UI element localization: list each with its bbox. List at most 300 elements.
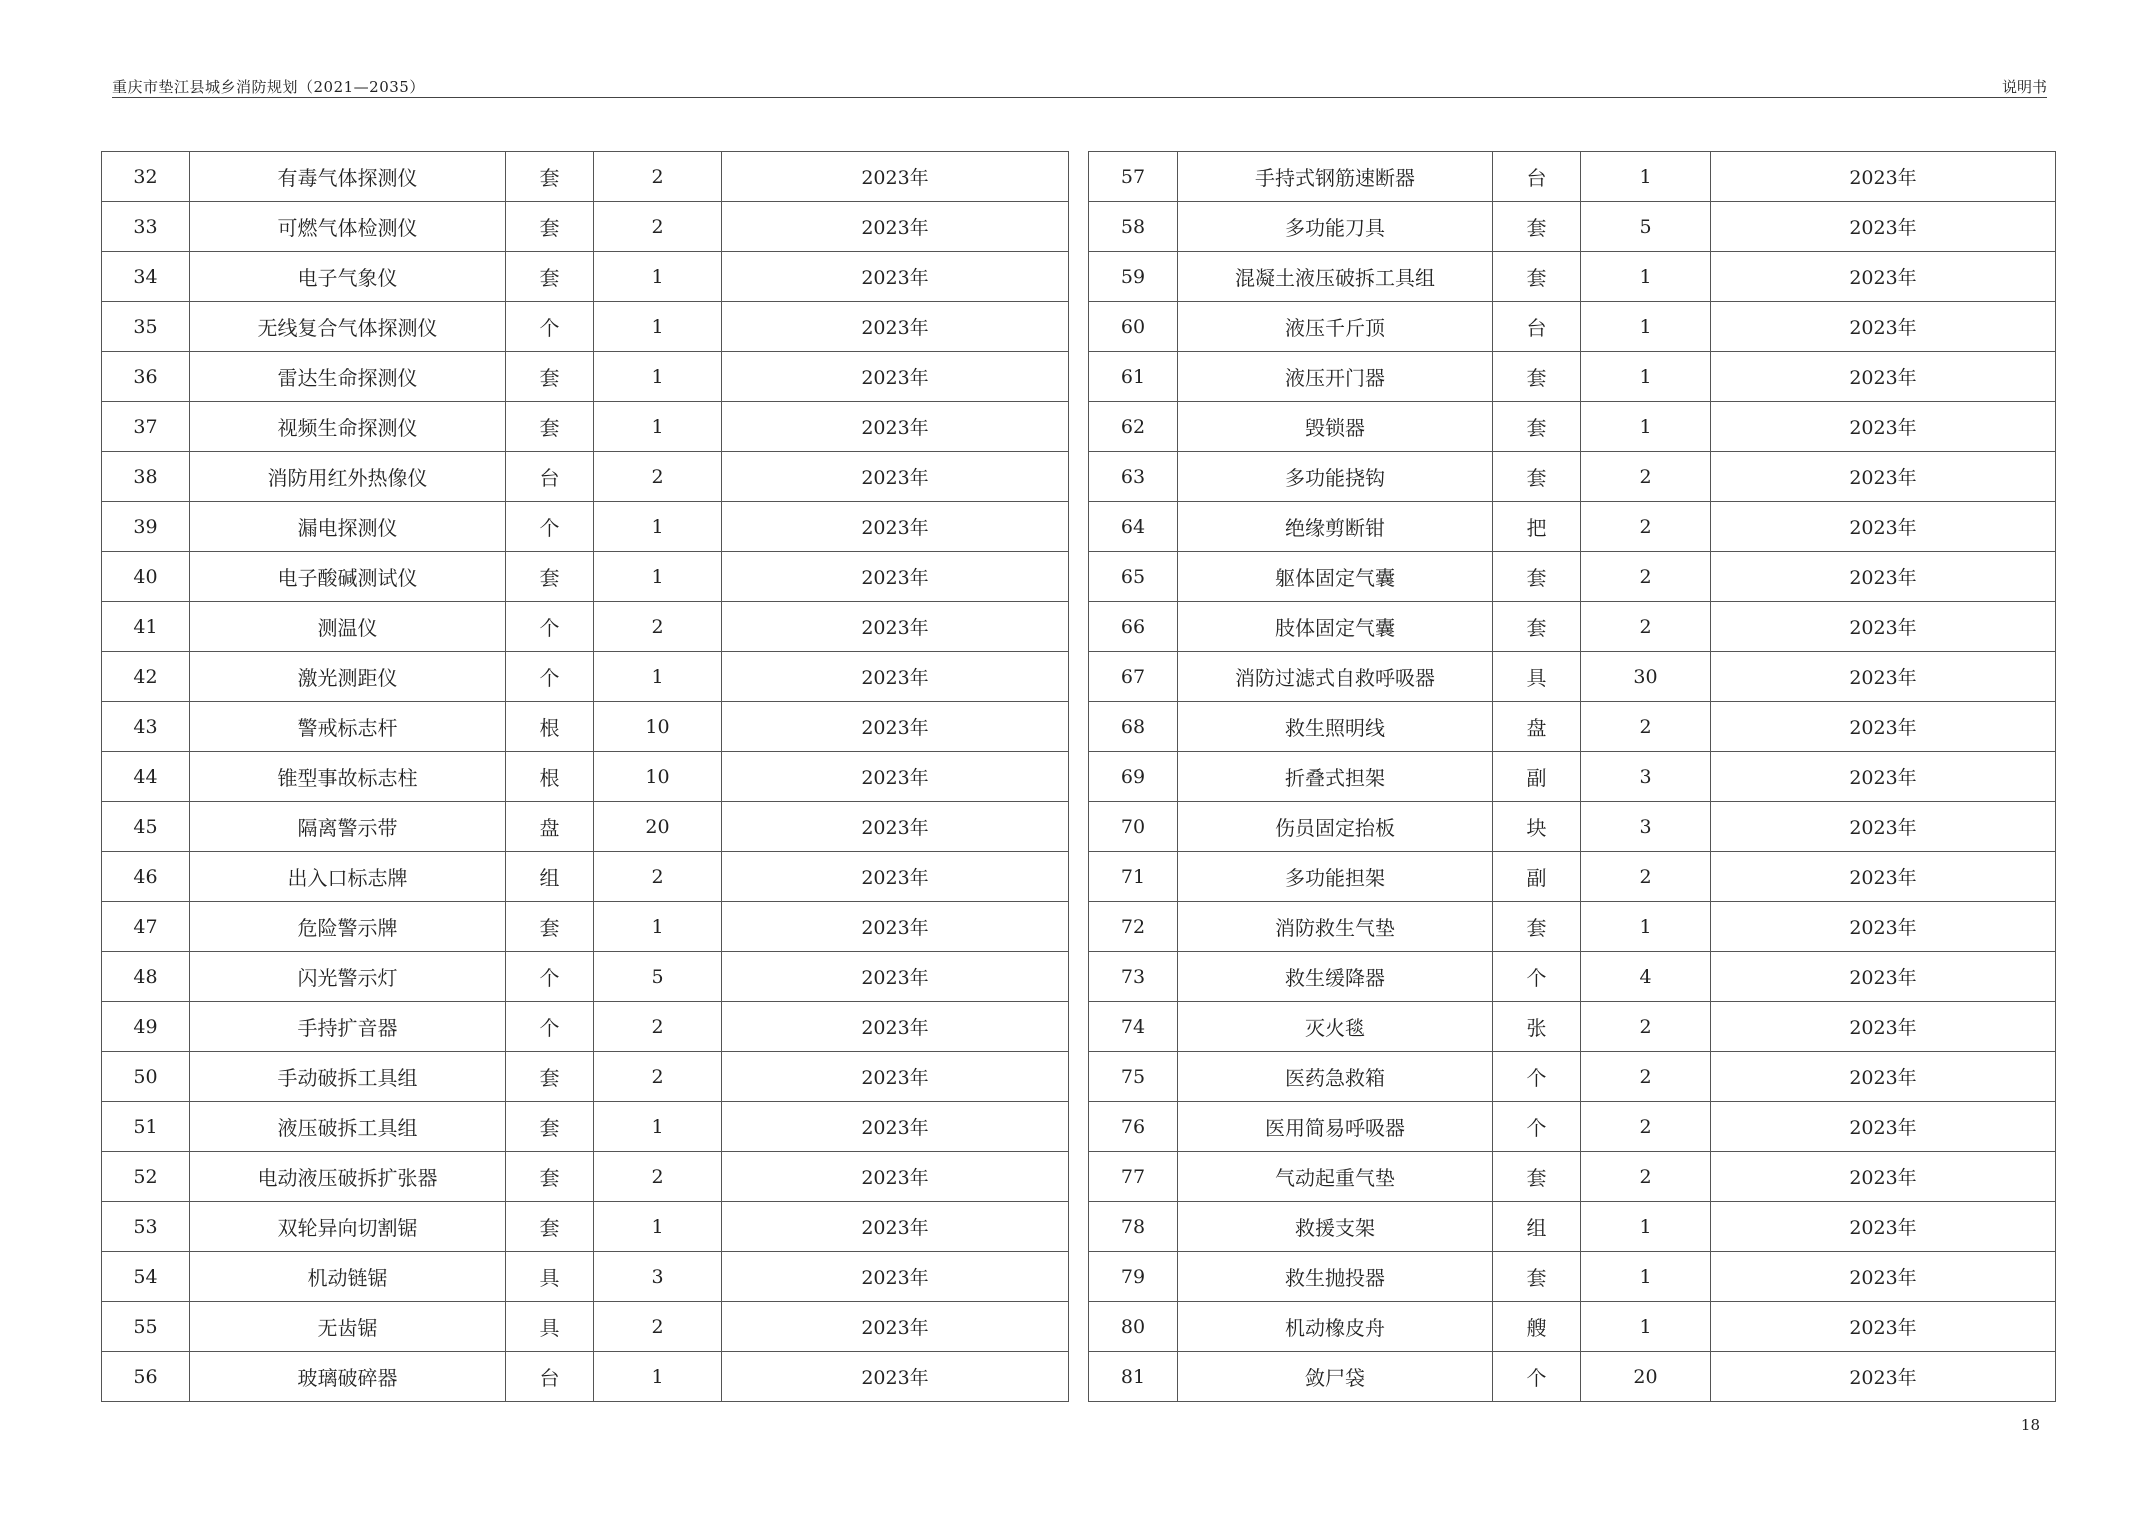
table-row (1089, 152, 2056, 202)
quantity-cell: 10 (594, 702, 722, 752)
page-header (112, 76, 2047, 98)
item-number-cell: 72 (1089, 902, 1178, 952)
year-cell: 2023年 (1711, 802, 2056, 852)
item-number-cell: 63 (1089, 452, 1178, 502)
quantity-cell: 2 (1581, 1002, 1711, 1052)
quantity-cell: 5 (1581, 202, 1711, 252)
item-number-cell: 73 (1089, 952, 1178, 1002)
item-number-cell: 40 (102, 552, 190, 602)
page-number: 18 (2020, 1416, 2040, 1434)
unit-cell: 根 (506, 752, 594, 802)
equipment-name-cell: 玻璃破碎器 (190, 1352, 506, 1402)
item-number-cell: 64 (1089, 502, 1178, 552)
table-row (1089, 202, 2056, 252)
year-cell: 2023年 (1711, 1302, 2056, 1352)
item-number-cell: 69 (1089, 752, 1178, 802)
item-number-cell: 68 (1089, 702, 1178, 752)
unit-cell: 盘 (1493, 702, 1581, 752)
equipment-name-cell: 出入口标志牌 (190, 852, 506, 902)
table-row (102, 1102, 1069, 1152)
unit-cell: 套 (506, 202, 594, 252)
equipment-table-right-body (1089, 152, 2056, 1402)
year-cell: 2023年 (1711, 302, 2056, 352)
unit-cell: 套 (1493, 202, 1581, 252)
year-cell: 2023年 (722, 452, 1069, 502)
equipment-table-left (101, 151, 1069, 1402)
equipment-name-cell: 消防过滤式自救呼吸器 (1178, 652, 1493, 702)
quantity-cell: 2 (1581, 452, 1711, 502)
unit-cell: 组 (1493, 1202, 1581, 1252)
year-cell: 2023年 (1711, 152, 2056, 202)
table-row (102, 1252, 1069, 1302)
quantity-cell: 2 (1581, 1102, 1711, 1152)
item-number-cell: 36 (102, 352, 190, 402)
item-number-cell: 52 (102, 1152, 190, 1202)
quantity-cell: 10 (594, 752, 722, 802)
unit-cell: 套 (1493, 252, 1581, 302)
quantity-cell: 2 (594, 452, 722, 502)
year-cell: 2023年 (1711, 502, 2056, 552)
table-row (1089, 702, 2056, 752)
item-number-cell: 77 (1089, 1152, 1178, 1202)
item-number-cell: 70 (1089, 802, 1178, 852)
unit-cell: 个 (506, 302, 594, 352)
table-row (102, 502, 1069, 552)
equipment-name-cell: 多功能刀具 (1178, 202, 1493, 252)
unit-cell: 套 (506, 1202, 594, 1252)
unit-cell: 套 (1493, 452, 1581, 502)
table-row (102, 1052, 1069, 1102)
year-cell: 2023年 (1711, 552, 2056, 602)
quantity-cell: 4 (1581, 952, 1711, 1002)
quantity-cell: 1 (594, 902, 722, 952)
unit-cell: 个 (506, 952, 594, 1002)
year-cell: 2023年 (722, 1302, 1069, 1352)
year-cell: 2023年 (722, 1052, 1069, 1102)
equipment-name-cell: 气动起重气垫 (1178, 1152, 1493, 1202)
equipment-name-cell: 毁锁器 (1178, 402, 1493, 452)
equipment-name-cell: 无线复合气体探测仪 (190, 302, 506, 352)
year-cell: 2023年 (1711, 952, 2056, 1002)
unit-cell: 个 (506, 652, 594, 702)
table-row (1089, 402, 2056, 452)
quantity-cell: 1 (1581, 902, 1711, 952)
table-row (102, 302, 1069, 352)
item-number-cell: 47 (102, 902, 190, 952)
year-cell: 2023年 (722, 202, 1069, 252)
equipment-name-cell: 电子酸碱测试仪 (190, 552, 506, 602)
year-cell: 2023年 (722, 552, 1069, 602)
equipment-name-cell: 手持式钢筋速断器 (1178, 152, 1493, 202)
table-row (1089, 802, 2056, 852)
table-row (102, 852, 1069, 902)
equipment-name-cell: 救生抛投器 (1178, 1252, 1493, 1302)
item-number-cell: 39 (102, 502, 190, 552)
quantity-cell: 2 (1581, 552, 1711, 602)
table-row (1089, 952, 2056, 1002)
year-cell: 2023年 (722, 302, 1069, 352)
unit-cell: 套 (506, 152, 594, 202)
quantity-cell: 2 (594, 152, 722, 202)
unit-cell: 套 (1493, 602, 1581, 652)
quantity-cell: 1 (594, 1202, 722, 1252)
year-cell: 2023年 (1711, 752, 2056, 802)
item-number-cell: 78 (1089, 1202, 1178, 1252)
equipment-name-cell: 敛尸袋 (1178, 1352, 1493, 1402)
quantity-cell: 2 (1581, 1152, 1711, 1202)
unit-cell: 套 (506, 1102, 594, 1152)
table-row (102, 1152, 1069, 1202)
equipment-name-cell: 液压开门器 (1178, 352, 1493, 402)
unit-cell: 盘 (506, 802, 594, 852)
table-row (102, 452, 1069, 502)
item-number-cell: 62 (1089, 402, 1178, 452)
quantity-cell: 2 (1581, 852, 1711, 902)
unit-cell: 套 (1493, 552, 1581, 602)
equipment-name-cell: 灭火毯 (1178, 1002, 1493, 1052)
unit-cell: 根 (506, 702, 594, 752)
quantity-cell: 2 (594, 852, 722, 902)
item-number-cell: 80 (1089, 1302, 1178, 1352)
equipment-table-left-body (102, 152, 1069, 1402)
quantity-cell: 30 (1581, 652, 1711, 702)
year-cell: 2023年 (722, 752, 1069, 802)
equipment-name-cell: 绝缘剪断钳 (1178, 502, 1493, 552)
equipment-name-cell: 雷达生命探测仪 (190, 352, 506, 402)
quantity-cell: 1 (1581, 402, 1711, 452)
equipment-name-cell: 消防用红外热像仪 (190, 452, 506, 502)
equipment-name-cell: 液压破拆工具组 (190, 1102, 506, 1152)
table-row (102, 152, 1069, 202)
item-number-cell: 34 (102, 252, 190, 302)
equipment-name-cell: 机动链锯 (190, 1252, 506, 1302)
unit-cell: 把 (1493, 502, 1581, 552)
item-number-cell: 55 (102, 1302, 190, 1352)
equipment-name-cell: 肢体固定气囊 (1178, 602, 1493, 652)
table-row (1089, 1302, 2056, 1352)
table-row (1089, 1352, 2056, 1402)
equipment-name-cell: 有毒气体探测仪 (190, 152, 506, 202)
quantity-cell: 1 (1581, 252, 1711, 302)
unit-cell: 组 (506, 852, 594, 902)
item-number-cell: 65 (1089, 552, 1178, 602)
quantity-cell: 1 (594, 502, 722, 552)
table-row (1089, 502, 2056, 552)
document-title: 重庆市垫江县城乡消防规划（2021—2035） (112, 78, 425, 96)
item-number-cell: 33 (102, 202, 190, 252)
year-cell: 2023年 (1711, 202, 2056, 252)
unit-cell: 套 (1493, 902, 1581, 952)
unit-cell: 套 (506, 402, 594, 452)
equipment-name-cell: 隔离警示带 (190, 802, 506, 852)
unit-cell: 具 (1493, 652, 1581, 702)
equipment-name-cell: 消防救生气垫 (1178, 902, 1493, 952)
equipment-name-cell: 混凝土液压破拆工具组 (1178, 252, 1493, 302)
equipment-name-cell: 电子气象仪 (190, 252, 506, 302)
quantity-cell: 1 (594, 352, 722, 402)
quantity-cell: 3 (594, 1252, 722, 1302)
year-cell: 2023年 (722, 1252, 1069, 1302)
quantity-cell: 3 (1581, 752, 1711, 802)
equipment-name-cell: 多功能挠钩 (1178, 452, 1493, 502)
unit-cell: 个 (506, 502, 594, 552)
item-number-cell: 45 (102, 802, 190, 852)
equipment-name-cell: 电动液压破拆扩张器 (190, 1152, 506, 1202)
unit-cell: 套 (1493, 1252, 1581, 1302)
table-row (1089, 352, 2056, 402)
item-number-cell: 41 (102, 602, 190, 652)
quantity-cell: 2 (594, 1302, 722, 1352)
quantity-cell: 2 (1581, 502, 1711, 552)
table-row (102, 602, 1069, 652)
year-cell: 2023年 (722, 152, 1069, 202)
table-row (102, 202, 1069, 252)
year-cell: 2023年 (722, 902, 1069, 952)
equipment-name-cell: 无齿锯 (190, 1302, 506, 1352)
equipment-name-cell: 医用简易呼吸器 (1178, 1102, 1493, 1152)
item-number-cell: 57 (1089, 152, 1178, 202)
table-row (102, 252, 1069, 302)
quantity-cell: 5 (594, 952, 722, 1002)
unit-cell: 个 (1493, 1102, 1581, 1152)
table-row (102, 902, 1069, 952)
year-cell: 2023年 (722, 1002, 1069, 1052)
equipment-name-cell: 双轮异向切割锯 (190, 1202, 506, 1252)
item-number-cell: 48 (102, 952, 190, 1002)
unit-cell: 套 (1493, 352, 1581, 402)
table-row (1089, 1052, 2056, 1102)
equipment-name-cell: 救生照明线 (1178, 702, 1493, 752)
unit-cell: 具 (506, 1252, 594, 1302)
item-number-cell: 38 (102, 452, 190, 502)
equipment-name-cell: 危险警示牌 (190, 902, 506, 952)
year-cell: 2023年 (722, 502, 1069, 552)
item-number-cell: 76 (1089, 1102, 1178, 1152)
item-number-cell: 54 (102, 1252, 190, 1302)
table-row (102, 702, 1069, 752)
year-cell: 2023年 (722, 952, 1069, 1002)
quantity-cell: 1 (594, 652, 722, 702)
item-number-cell: 46 (102, 852, 190, 902)
item-number-cell: 43 (102, 702, 190, 752)
year-cell: 2023年 (1711, 652, 2056, 702)
item-number-cell: 60 (1089, 302, 1178, 352)
year-cell: 2023年 (722, 852, 1069, 902)
quantity-cell: 1 (594, 402, 722, 452)
year-cell: 2023年 (1711, 402, 2056, 452)
unit-cell: 艘 (1493, 1302, 1581, 1352)
year-cell: 2023年 (1711, 902, 2056, 952)
item-number-cell: 42 (102, 652, 190, 702)
table-row (102, 1352, 1069, 1402)
quantity-cell: 1 (594, 1102, 722, 1152)
quantity-cell: 2 (594, 202, 722, 252)
year-cell: 2023年 (722, 1202, 1069, 1252)
unit-cell: 个 (1493, 952, 1581, 1002)
unit-cell: 套 (506, 1052, 594, 1102)
item-number-cell: 67 (1089, 652, 1178, 702)
quantity-cell: 1 (594, 1352, 722, 1402)
table-row (102, 952, 1069, 1002)
year-cell: 2023年 (1711, 852, 2056, 902)
year-cell: 2023年 (1711, 252, 2056, 302)
unit-cell: 套 (506, 352, 594, 402)
quantity-cell: 3 (1581, 802, 1711, 852)
unit-cell: 个 (506, 1002, 594, 1052)
table-row (1089, 1202, 2056, 1252)
year-cell: 2023年 (1711, 1152, 2056, 1202)
quantity-cell: 1 (594, 552, 722, 602)
equipment-name-cell: 警戒标志杆 (190, 702, 506, 752)
equipment-name-cell: 躯体固定气囊 (1178, 552, 1493, 602)
equipment-name-cell: 液压千斤顶 (1178, 302, 1493, 352)
unit-cell: 台 (506, 1352, 594, 1402)
table-row (1089, 302, 2056, 352)
year-cell: 2023年 (1711, 352, 2056, 402)
table-row (102, 1002, 1069, 1052)
item-number-cell: 49 (102, 1002, 190, 1052)
equipment-name-cell: 漏电探测仪 (190, 502, 506, 552)
item-number-cell: 50 (102, 1052, 190, 1102)
table-row (102, 802, 1069, 852)
year-cell: 2023年 (722, 602, 1069, 652)
year-cell: 2023年 (1711, 702, 2056, 752)
item-number-cell: 37 (102, 402, 190, 452)
unit-cell: 个 (1493, 1352, 1581, 1402)
unit-cell: 张 (1493, 1002, 1581, 1052)
unit-cell: 台 (1493, 302, 1581, 352)
equipment-name-cell: 锥型事故标志柱 (190, 752, 506, 802)
unit-cell: 个 (1493, 1052, 1581, 1102)
equipment-name-cell: 救生缓降器 (1178, 952, 1493, 1002)
table-row (102, 352, 1069, 402)
unit-cell: 台 (1493, 152, 1581, 202)
quantity-cell: 1 (594, 302, 722, 352)
year-cell: 2023年 (722, 802, 1069, 852)
equipment-name-cell: 伤员固定抬板 (1178, 802, 1493, 852)
equipment-name-cell: 激光测距仪 (190, 652, 506, 702)
unit-cell: 套 (506, 552, 594, 602)
quantity-cell: 2 (594, 602, 722, 652)
item-number-cell: 79 (1089, 1252, 1178, 1302)
section-label: 说明书 (2001, 78, 2047, 96)
table-row (1089, 752, 2056, 802)
year-cell: 2023年 (1711, 1202, 2056, 1252)
equipment-name-cell: 手动破拆工具组 (190, 1052, 506, 1102)
equipment-name-cell: 机动橡皮舟 (1178, 1302, 1493, 1352)
table-row (1089, 902, 2056, 952)
year-cell: 2023年 (722, 652, 1069, 702)
table-row (102, 402, 1069, 452)
unit-cell: 套 (1493, 402, 1581, 452)
table-row (102, 752, 1069, 802)
item-number-cell: 35 (102, 302, 190, 352)
year-cell: 2023年 (722, 402, 1069, 452)
quantity-cell: 2 (594, 1052, 722, 1102)
equipment-name-cell: 多功能担架 (1178, 852, 1493, 902)
item-number-cell: 66 (1089, 602, 1178, 652)
item-number-cell: 53 (102, 1202, 190, 1252)
year-cell: 2023年 (722, 702, 1069, 752)
table-row (1089, 652, 2056, 702)
table-row (1089, 1102, 2056, 1152)
quantity-cell: 1 (1581, 1202, 1711, 1252)
header-divider (112, 97, 2047, 98)
quantity-cell: 1 (1581, 302, 1711, 352)
quantity-cell: 2 (594, 1152, 722, 1202)
item-number-cell: 75 (1089, 1052, 1178, 1102)
item-number-cell: 56 (102, 1352, 190, 1402)
equipment-name-cell: 闪光警示灯 (190, 952, 506, 1002)
item-number-cell: 61 (1089, 352, 1178, 402)
year-cell: 2023年 (1711, 1052, 2056, 1102)
year-cell: 2023年 (1711, 602, 2056, 652)
table-row (1089, 552, 2056, 602)
year-cell: 2023年 (722, 252, 1069, 302)
table-row (1089, 1152, 2056, 1202)
quantity-cell: 2 (1581, 1052, 1711, 1102)
unit-cell: 副 (1493, 752, 1581, 802)
equipment-name-cell: 视频生命探测仪 (190, 402, 506, 452)
table-row (1089, 1252, 2056, 1302)
unit-cell: 套 (506, 1152, 594, 1202)
equipment-table-right (1088, 151, 2056, 1402)
quantity-cell: 20 (594, 802, 722, 852)
table-row (102, 1302, 1069, 1352)
equipment-name-cell: 测温仪 (190, 602, 506, 652)
quantity-cell: 1 (1581, 152, 1711, 202)
table-row (1089, 602, 2056, 652)
equipment-name-cell: 手持扩音器 (190, 1002, 506, 1052)
table-row (102, 1202, 1069, 1252)
year-cell: 2023年 (722, 1352, 1069, 1402)
table-row (1089, 252, 2056, 302)
table-row (1089, 1002, 2056, 1052)
table-row (102, 552, 1069, 602)
item-number-cell: 44 (102, 752, 190, 802)
item-number-cell: 74 (1089, 1002, 1178, 1052)
year-cell: 2023年 (1711, 452, 2056, 502)
item-number-cell: 58 (1089, 202, 1178, 252)
unit-cell: 套 (506, 902, 594, 952)
item-number-cell: 59 (1089, 252, 1178, 302)
item-number-cell: 51 (102, 1102, 190, 1152)
quantity-cell: 20 (1581, 1352, 1711, 1402)
year-cell: 2023年 (1711, 1102, 2056, 1152)
unit-cell: 台 (506, 452, 594, 502)
table-row (1089, 852, 2056, 902)
year-cell: 2023年 (722, 1152, 1069, 1202)
quantity-cell: 1 (1581, 1252, 1711, 1302)
quantity-cell: 1 (594, 252, 722, 302)
unit-cell: 套 (1493, 1152, 1581, 1202)
item-number-cell: 81 (1089, 1352, 1178, 1402)
quantity-cell: 1 (1581, 1302, 1711, 1352)
equipment-name-cell: 可燃气体检测仪 (190, 202, 506, 252)
quantity-cell: 2 (594, 1002, 722, 1052)
unit-cell: 套 (506, 252, 594, 302)
item-number-cell: 32 (102, 152, 190, 202)
unit-cell: 个 (506, 602, 594, 652)
table-row (1089, 452, 2056, 502)
year-cell: 2023年 (722, 1102, 1069, 1152)
year-cell: 2023年 (1711, 1002, 2056, 1052)
unit-cell: 副 (1493, 852, 1581, 902)
quantity-cell: 1 (1581, 352, 1711, 402)
unit-cell: 具 (506, 1302, 594, 1352)
year-cell: 2023年 (1711, 1352, 2056, 1402)
year-cell: 2023年 (722, 352, 1069, 402)
